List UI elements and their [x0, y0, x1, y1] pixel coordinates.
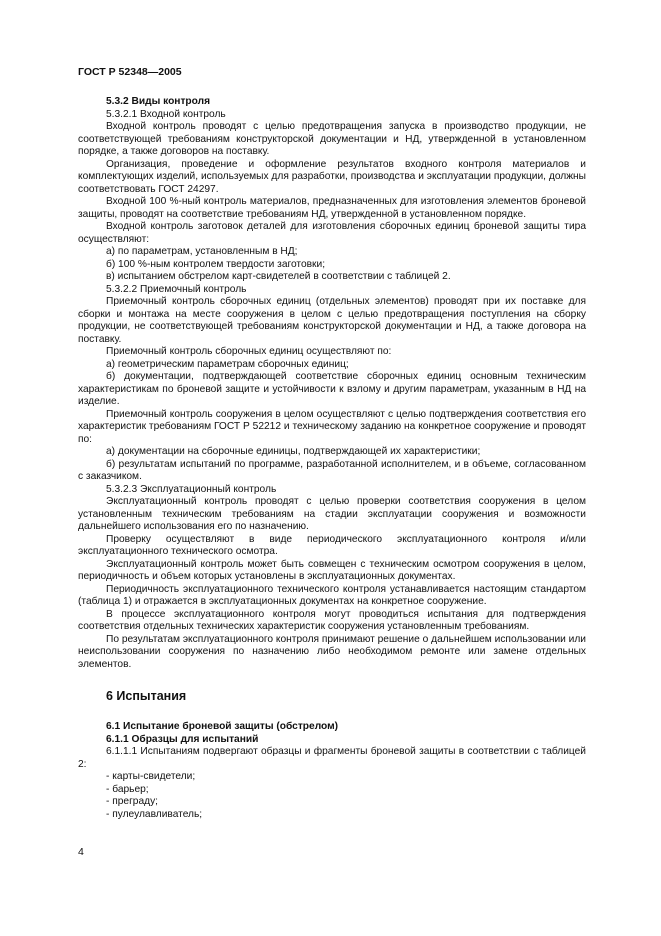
list-item: а) геометрическим параметрам сборочных единиц;: [106, 358, 349, 370]
paragraph: По результатам эксплуатационного контроля принимают решение о дальнейшем использовании или неиспользовании сооружения по назначению либо необходимом ремонте или замене отдельных элементов.: [78, 633, 586, 670]
page-number: 4: [78, 846, 84, 858]
paragraph: Входной 100 %-ный контроль материалов, предназначенных для изготовления элементов броневой защиты, проводят на соответствие требованиям НД, утвержденной в установленном порядке.: [78, 196, 586, 220]
list-item: - карты-свидетели;: [106, 771, 196, 782]
paragraph: Организация, проведение и оформление результатов входного контроля материалов и комплектующих изделий, используемых для разработки, производства и эксплуатации продукции, должны соответствовать ГОСТ 24297.: [78, 158, 586, 195]
document-header: ГОСТ Р 52348—2005: [78, 66, 182, 78]
paragraph: Приемочный контроль сооружения в целом осуществляют с целью подтверждения соответствия его характеристик требованиям ГОСТ Р 52212 и техническому заданию на конкретное сооружение и проводят по:: [78, 408, 586, 445]
paragraph: Проверку осуществляют в виде периодического эксплуатационного контроля и/или эксплуатационного технического осмотра.: [78, 533, 586, 557]
section-6-1-title: 6.1 Испытание броневой защиты (обстрелом): [106, 721, 339, 732]
paragraph: В процессе эксплуатационного контроля могут проводиться испытания для подтверждения соответствия отдельных технических характеристик сооружения установленным требованиям.: [78, 608, 586, 632]
paragraph: Эксплуатационный контроль может быть совмещен с техническим осмотром сооружения в целом, периодичность и объем которых установлены в эксплуатационных документах.: [78, 558, 586, 582]
section-5-3-2-1-title: 5.3.2.1 Входной контроль: [106, 108, 226, 120]
section-5-3-2-2-title: 5.3.2.2 Приемочный контроль: [106, 283, 247, 295]
list-item: а) документации на сборочные единицы, подтверждающей их характеристики;: [106, 446, 481, 457]
paragraph: Входной контроль проводят с целью предотвращения запуска в производство продукции, не соответствующей требованиям конструкторской документации и НД, утвержденной в установленном порядке, а также договоров на поставку.: [78, 121, 586, 157]
section-5-3-2-3-title: 5.3.2.3 Эксплуатационный контроль: [106, 483, 277, 495]
list-item: б) 100 %-ным контролем твердости заготовки;: [106, 258, 326, 270]
paragraph: 6.1.1.1 Испытаниям подвергают образцы и фрагменты броневой защиты в соответствии с таблицей 2:: [78, 746, 586, 770]
list-item: - барьер;: [106, 783, 149, 795]
list-item: - пулеулавливатель;: [106, 808, 203, 820]
list-item: а) по параметрам, установленным в НД;: [106, 246, 298, 257]
paragraph: Входной контроль заготовок деталей для изготовления сборочных единиц броневой защиты тира осуществляют:: [78, 221, 586, 245]
section-5-3-2-title: 5.3.2 Виды контроля: [106, 96, 211, 107]
list-item: б) результатам испытаний по программе, разработанной исполнителем, и в объеме, согласованном с заказчиком.: [78, 458, 586, 482]
paragraph: Периодичность эксплуатационного технического контроля устанавливается настоящим стандартом (таблица 1) и отражается в эксплуатационных документах на конкретное сооружение.: [78, 583, 586, 607]
section-6-1-1-title: 6.1.1 Образцы для испытаний: [106, 733, 259, 745]
document-body: [78, 96, 586, 821]
paragraph: Приемочный контроль сборочных единиц (отдельных элементов) проводят при их поставке для сборки и монтажа на месте сооружения в целом с целью предотвращения поступления на сборку продукции, не соответствующей требованиям конструкторской документации и НД, а также договора на поставку.: [78, 296, 586, 345]
list-item: - преграду;: [106, 796, 158, 807]
list-item: в) испытанием обстрелом карт-свидетелей в соответствии с таблицей 2.: [106, 271, 451, 282]
paragraph: Эксплуатационный контроль проводят с целью проверки соответствия сооружения в целом установленным техническим требованиям на стадии эксплуатации сооружения и возможности дальнейшего использования его по назначению.: [78, 496, 586, 532]
section-6-title: 6 Испытания: [106, 689, 187, 703]
paragraph: Приемочный контроль сборочных единиц осуществляют по:: [106, 346, 392, 357]
list-item: б) документации, подтверждающей соответствие сборочных единиц основным техническим характеристикам по броневой защите и устойчивости к взлому и другим параметрам, указанным в НД на изделие.: [78, 371, 586, 407]
